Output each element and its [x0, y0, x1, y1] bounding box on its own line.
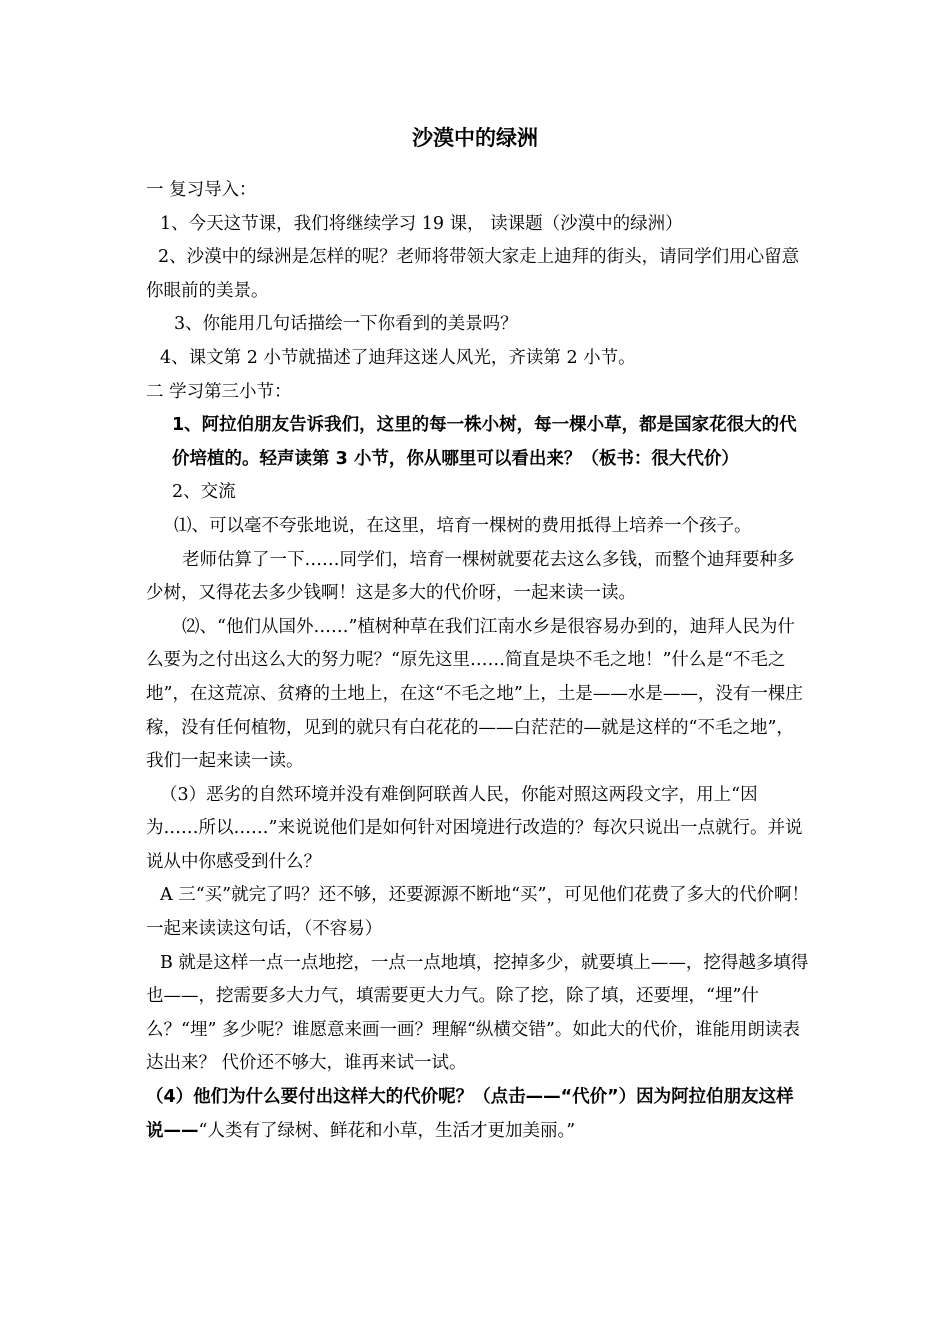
- review-item-4: 4、课文第 2 小节就描述了迪拜这迷人风光，齐读第 2 小节。: [160, 347, 636, 368]
- study-item-2: 2、交流: [172, 482, 236, 503]
- study-paragraph-4-bold: （4）他们为什么要付出这样大的代价呢？（点击——“代价”）因为阿拉伯朋友这样说——: [146, 1087, 794, 1141]
- section-heading-review: 一 复习导入：: [146, 180, 257, 200]
- section-heading-study: 二 学习第三小节：: [146, 381, 292, 402]
- study-paragraph-1: ⑴、可以毫不夸张地说，在这里，培育一棵树的费用抵得上培养一个孩子。: [174, 515, 752, 536]
- study-paragraph-1-cont: 老师估算了一下……同学们，培育一棵树就要花去这么多钱，而整个迪拜要种多少树，又得花去多少钱啊！这是多大的代价呀，一起来读一读。: [146, 549, 795, 604]
- study-paragraph-4-quote: “人类有了绿树、鲜花和小草，生活才更加美丽。”: [198, 1120, 576, 1141]
- study-paragraph-3: （3）恶劣的自然环境并没有难倒阿联酋人民，你能对照这两段文字，用上“因为……所以……”来说说他们是如何针对困境进行改造的？每次只说出一点就行。并说说从中你感受到什么？: [146, 784, 803, 872]
- document-body: [146, 174, 810, 1148]
- document-title: 沙漠中的绿洲: [412, 126, 538, 150]
- study-paragraph-4: [146, 1081, 810, 1148]
- review-item-3: 3、你能用几句话描绘一下你看到的美景吗？: [174, 314, 518, 335]
- study-item-1: 1、阿拉伯朋友告诉我们，这里的每一株小树，每一棵小草，都是国家花很大的代价培植的。轻声读第 3 小节，你从哪里可以看出来？（板书：很大代价）: [172, 415, 797, 469]
- study-paragraph-2: ⑵、“他们从国外……”植树种草在我们江南水乡是很容易办到的，迪拜人民为什么要为之付出这么大的努力呢？“原先这里……简直是块不毛之地！”什么是“不毛之地”，在这荒凉、贫瘠的土地上，在这“不毛之地”上，土是——水是——，没有一棵庄稼，没有任何植物，见到的就只有白花花的——白茫茫的—就是这样的“不毛之地”，我们一起来读一读。: [146, 616, 803, 772]
- review-item-1: 1、今天这节课，我们将继续学习 19 课， 读课题（沙漠中的绿洲）: [160, 213, 683, 234]
- review-item-2: 2、沙漠中的绿洲是怎样的呢？老师将带领大家走上迪拜的街头，请同学们用心留意你眼前的美景。: [146, 247, 800, 301]
- study-paragraph-b: B 就是这样一点一点地挖，一点一点地填，挖掉多少，就要填上——，挖得越多填得也——，挖需要多大力气，填需要更大力气。除了挖，除了填，还要埋，“埋”什么？“埋” 多少呢？谁愿意来画一画？理解“纵横交错”。如此大的代价，谁能用朗读表达出来？ 代价还不够大，谁再来试一试。: [146, 952, 809, 1074]
- study-paragraph-a: A 三“买”就完了吗？还不够，还要源源不断地“买”，可见他们花费了多大的代价啊！一起来读读这句话，（不容易）: [146, 885, 809, 940]
